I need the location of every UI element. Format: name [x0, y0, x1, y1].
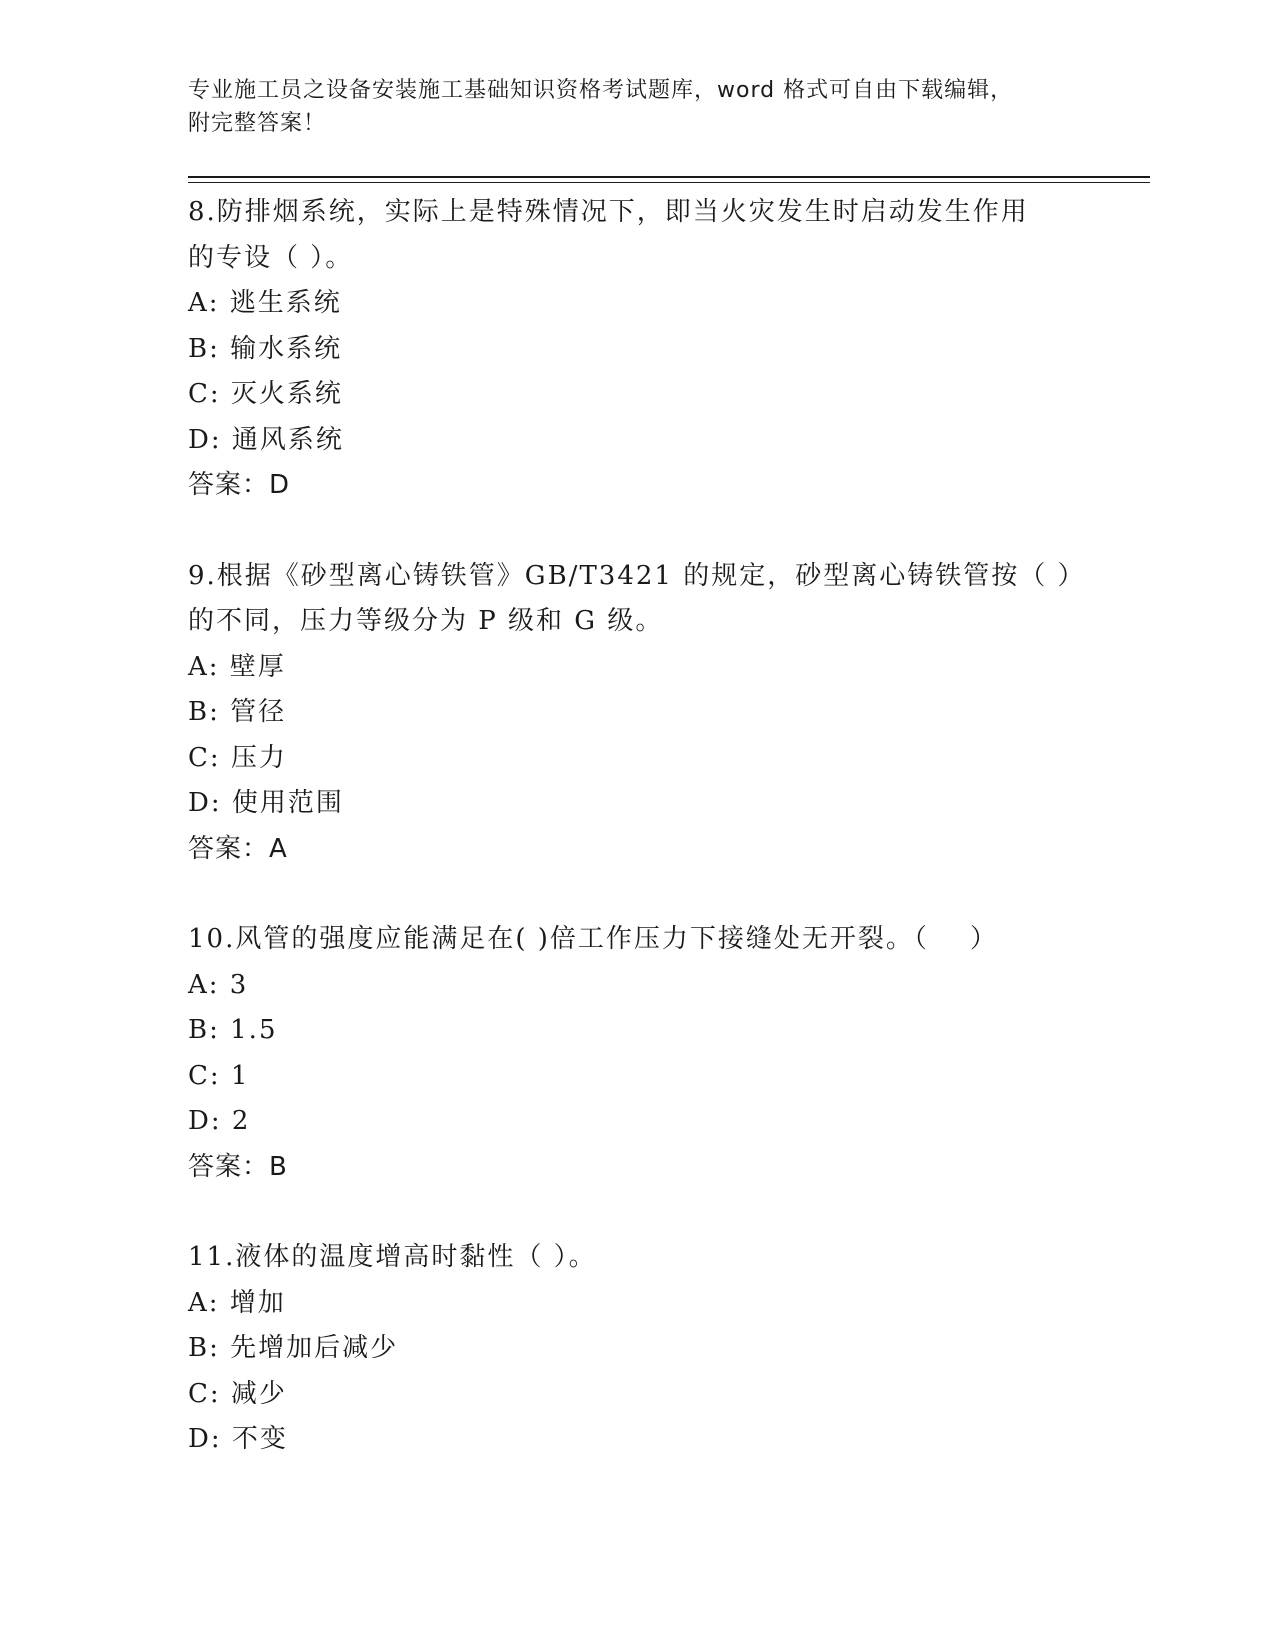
option-c: C: 减少: [188, 1378, 287, 1409]
option-d: D: 不变: [188, 1424, 288, 1454]
question-list: [188, 190, 1088, 1508]
document-header: [188, 74, 1088, 140]
header-divider-thin: [188, 182, 1150, 183]
option-b: B: 先增加后减少: [188, 1333, 399, 1363]
option-a: A: 3: [188, 969, 249, 1000]
option-c: C: 灭火系统: [188, 379, 343, 409]
option-b: B: 输水系统: [188, 333, 343, 364]
answer-line: 答案：D: [188, 470, 291, 500]
answer-line: 答案：B: [188, 1151, 288, 1182]
option-a: A: 增加: [188, 1287, 286, 1318]
option-b: B: 1.5: [188, 1015, 278, 1045]
question-8: [188, 190, 1088, 509]
question-10: [188, 917, 1088, 1190]
question-9: [188, 554, 1088, 873]
question-stem-line: 8.防排烟系统，实际上是特殊情况下，即当火灾发生时启动发生作用: [188, 197, 1029, 227]
question-stem-line: 11.液体的温度增高时黏性（ ）。: [188, 1242, 597, 1272]
header-line-2: 附完整答案！: [188, 111, 327, 136]
answer-line: 答案：A: [188, 833, 288, 864]
question-stem-line: 的不同，压力等级分为 P 级和 G 级。: [188, 606, 664, 636]
option-d: D: 使用范围: [188, 788, 344, 818]
option-d: D: 2: [188, 1106, 251, 1136]
question-stem-line: 9.根据《砂型离心铸铁管》GB/T3421 的规定，砂型离心铸铁管按（ ）: [188, 560, 1086, 591]
option-a: A: 壁厚: [188, 651, 286, 682]
question-stem-line: 的专设（ ）。: [188, 242, 354, 273]
option-b: B: 管径: [188, 697, 287, 727]
option-c: C: 1: [188, 1060, 250, 1091]
question-11: [188, 1235, 1088, 1463]
option-d: D: 通风系统: [188, 424, 344, 455]
header-line-1: 专业施工员之设备安装施工基础知识资格考试题库，word 格式可自由下载编辑，: [188, 78, 1014, 103]
option-c: C: 压力: [188, 742, 287, 773]
option-a: A: 逃生系统: [188, 288, 342, 318]
question-stem-line: 10.风管的强度应能满足在( )倍工作压力下接缝处无开裂。（ ）: [188, 924, 998, 954]
header-divider-thick: [188, 176, 1150, 178]
